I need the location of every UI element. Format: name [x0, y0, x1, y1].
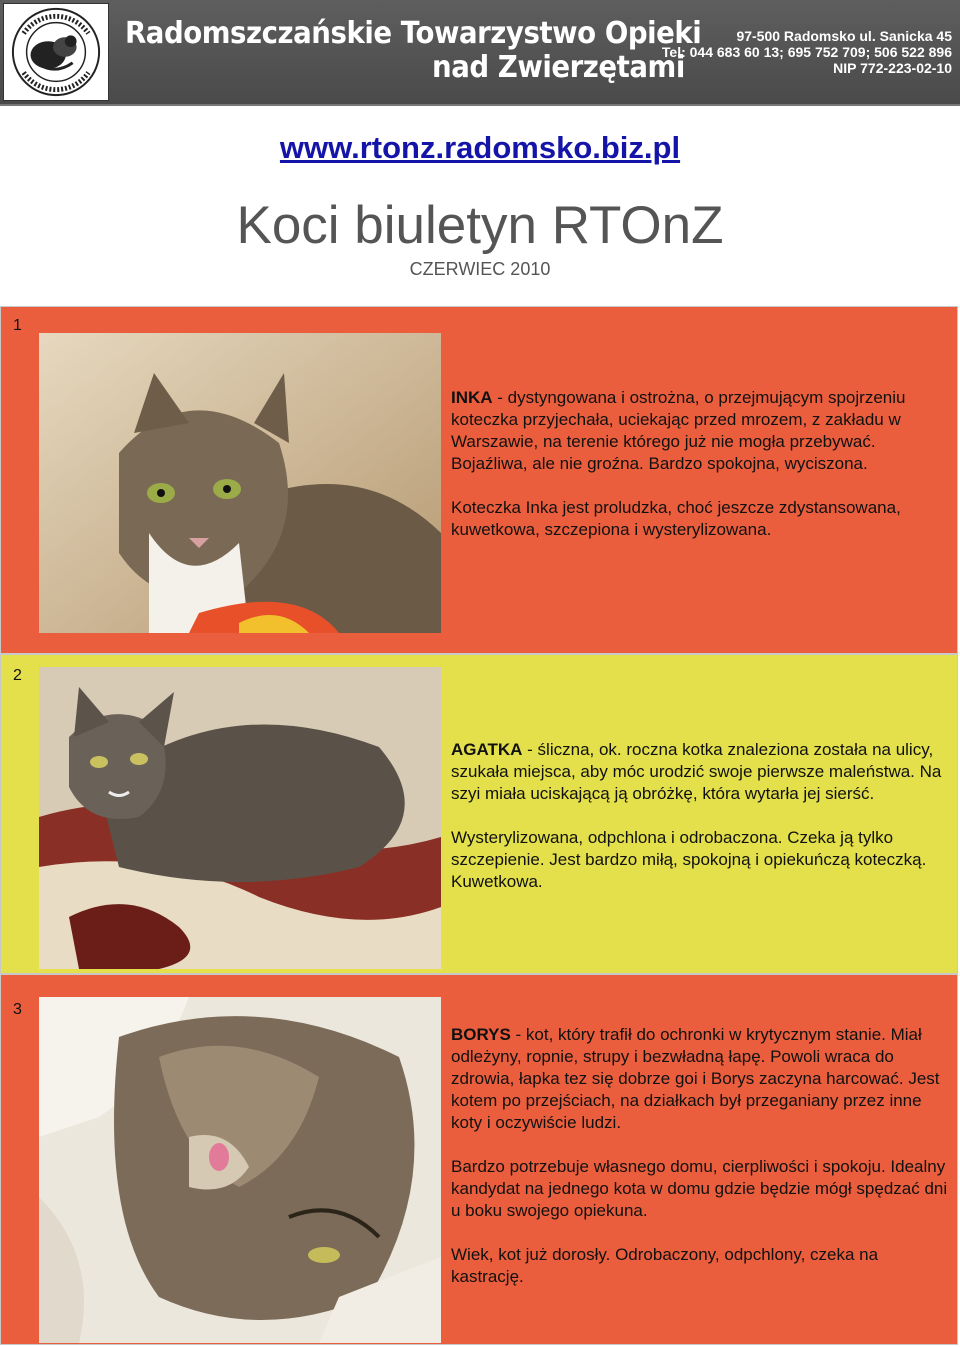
- cat-intro-text: - śliczna, ok. roczna kotka znaleziona została na ulicy, szukała miejsca, aby móc urodzić swoje pierwsze maleństwa. Na szyi miała uciskającą ją obróżkę, która wytarła jej sierść.: [451, 740, 942, 803]
- cat-description-borys: [451, 1024, 953, 1288]
- cat-photo-agatka: [39, 667, 441, 969]
- cat-photo-icon: [39, 667, 441, 969]
- cat-intro-paragraph: [451, 1024, 953, 1134]
- cat-intro-text: - dystyngowana i ostrożna, o przejmującym spojrzeniu koteczka przyjechała, uciekając przed mrozem, z zakładu w Warszawie, na terenie którego już nie mogła przebywać. Bojaźliwa, ale nie groźna. Bardzo spokojna, wyciszona.: [451, 388, 906, 473]
- cat-section-3: [0, 974, 958, 1345]
- cat-needs-paragraph: Bardzo potrzebuje własnego domu, cierpliwości i spokoju. Idealny kandydat na jednego kota w domu gdzie będzie mógł spędzać dni u boku swojego opiekuna.: [451, 1157, 948, 1220]
- page-subtitle: CZERWIEC 2010: [409, 259, 551, 279]
- organization-name-line2: nad Zwierzętami: [432, 50, 685, 85]
- phone-text: Tel: 044 683 60 13; 695 752 709; 506 522 896: [661, 44, 952, 60]
- contact-block: [662, 28, 952, 76]
- cat-name: INKA: [451, 388, 493, 407]
- section-number: 2: [13, 667, 22, 684]
- cat-intro-text: - kot, który trafił do ochronki w krytycznym stanie. Miał odleżyny, ropnie, strupy i bezwładną łapę. Powoli wraca do zdrowia, łapka tez się dobrze goi i Borys zaczyna harcować. Jest kotem po przejściach, na działkach był przeganiany przez inne koty i oczywiście ludzi.: [451, 1025, 940, 1132]
- logo-seal-icon: [4, 4, 108, 100]
- header-banner: [0, 0, 960, 106]
- website-link[interactable]: www.rtonz.radomsko.biz.pl: [279, 130, 681, 165]
- cat-photo-icon: [39, 997, 441, 1343]
- cat-photo-icon: [39, 333, 441, 633]
- section-number: 3: [13, 1001, 22, 1018]
- website-link-wrapper: [0, 130, 960, 166]
- cat-photo-inka: [39, 333, 441, 633]
- section-number: 1: [13, 317, 22, 334]
- cat-details-paragraph: Wysterylizowana, odpchlona i odrobaczona. Czeka ją tylko szczepienie. Jest bardzo miłą, spokojną i opiekuńczą koteczką. Kuwetkowa.: [451, 828, 927, 891]
- cat-section-1: [0, 306, 958, 654]
- cat-photo-borys: [39, 997, 441, 1343]
- cat-section-2: [0, 654, 958, 974]
- address-text: 97-500 Radomsko ul. Sanicka 45: [736, 28, 952, 44]
- cat-intro-paragraph: [451, 387, 951, 475]
- organization-logo: [3, 3, 109, 101]
- cat-details-paragraph: Wiek, kot już dorosły. Odrobaczony, odpchlony, czeka na kastrację.: [451, 1245, 879, 1286]
- cat-description-agatka: [451, 739, 956, 893]
- cat-details-paragraph: Koteczka Inka jest proludzka, choć jeszcze zdystansowana, kuwetkowa, szczepiona i wysterylizowana.: [451, 498, 901, 539]
- cat-intro-paragraph: [451, 739, 956, 805]
- page-title: Koci biuletyn RTOnZ: [236, 196, 724, 255]
- cat-description-inka: [451, 387, 951, 541]
- organization-name-line1: Radomszczańskie Towarzystwo Opieki: [125, 16, 702, 51]
- cat-name: AGATKA: [451, 740, 523, 759]
- nip-text: NIP 772-223-02-10: [833, 60, 952, 76]
- cat-name: BORYS: [451, 1025, 511, 1044]
